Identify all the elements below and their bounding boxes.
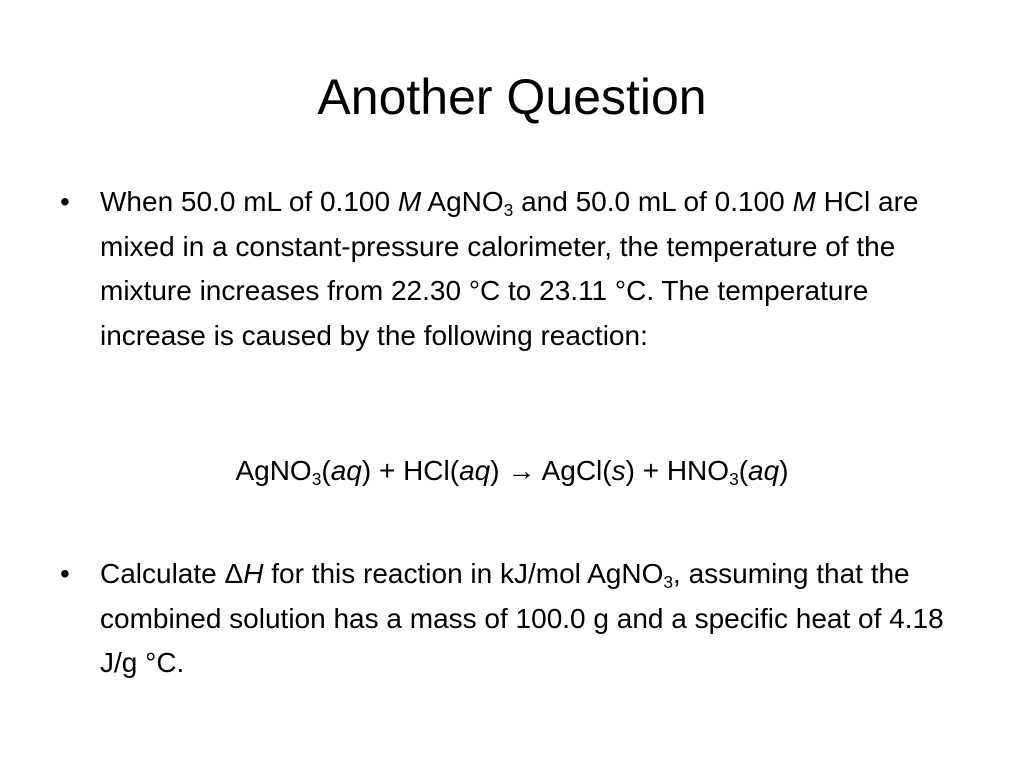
equation-part: ) + HCl( [361, 455, 460, 486]
slide-title: Another Question [317, 69, 707, 125]
equation-part: ( [738, 455, 749, 486]
subscript: 3 [663, 571, 674, 592]
equation-part: ) + HNO [625, 455, 730, 486]
molarity-symbol: M [397, 186, 422, 217]
equation-part: ) [779, 455, 789, 486]
equation-part: AgNO [235, 455, 312, 486]
enthalpy-symbol: H [243, 558, 264, 589]
state-s: s [611, 455, 626, 486]
text-run: Calculate Δ [100, 558, 244, 589]
text-run: for this reaction in kJ/mol AgNO [263, 558, 664, 589]
text-run: When 50.0 mL of 0.100 [100, 186, 398, 217]
molarity-symbol: M [792, 186, 816, 217]
bullet-text [100, 180, 960, 358]
equation-part: ) → AgCl( [490, 455, 612, 486]
text-run: , assuming that the combined solution has a mass of 100.0 g and a specific heat of 4.18 J/g °C. [100, 558, 944, 678]
state-aq: aq [459, 455, 491, 486]
subscript: 3 [503, 199, 514, 220]
text-run: HCl are mixed in a constant-pressure calorimeter, the temperature of the mixture increases from 22.30 °C to 23.11 °C. The temperature increase is caused by the following reaction: [100, 186, 919, 351]
subscript: 3 [311, 468, 322, 489]
equation-part: ( [321, 455, 331, 486]
bullet-marker: • [60, 558, 70, 589]
text-run: AgNO [421, 186, 504, 217]
state-aq: aq [330, 455, 362, 486]
state-aq: aq [748, 455, 780, 486]
bullet-text [100, 552, 960, 686]
bullet-marker: • [60, 186, 70, 217]
reaction-equation [0, 449, 1024, 493]
bullet-question-task [52, 552, 972, 686]
bullet-question-setup [52, 180, 972, 358]
subscript: 3 [729, 468, 739, 489]
text-run: and 50.0 mL of 0.100 [513, 186, 793, 217]
